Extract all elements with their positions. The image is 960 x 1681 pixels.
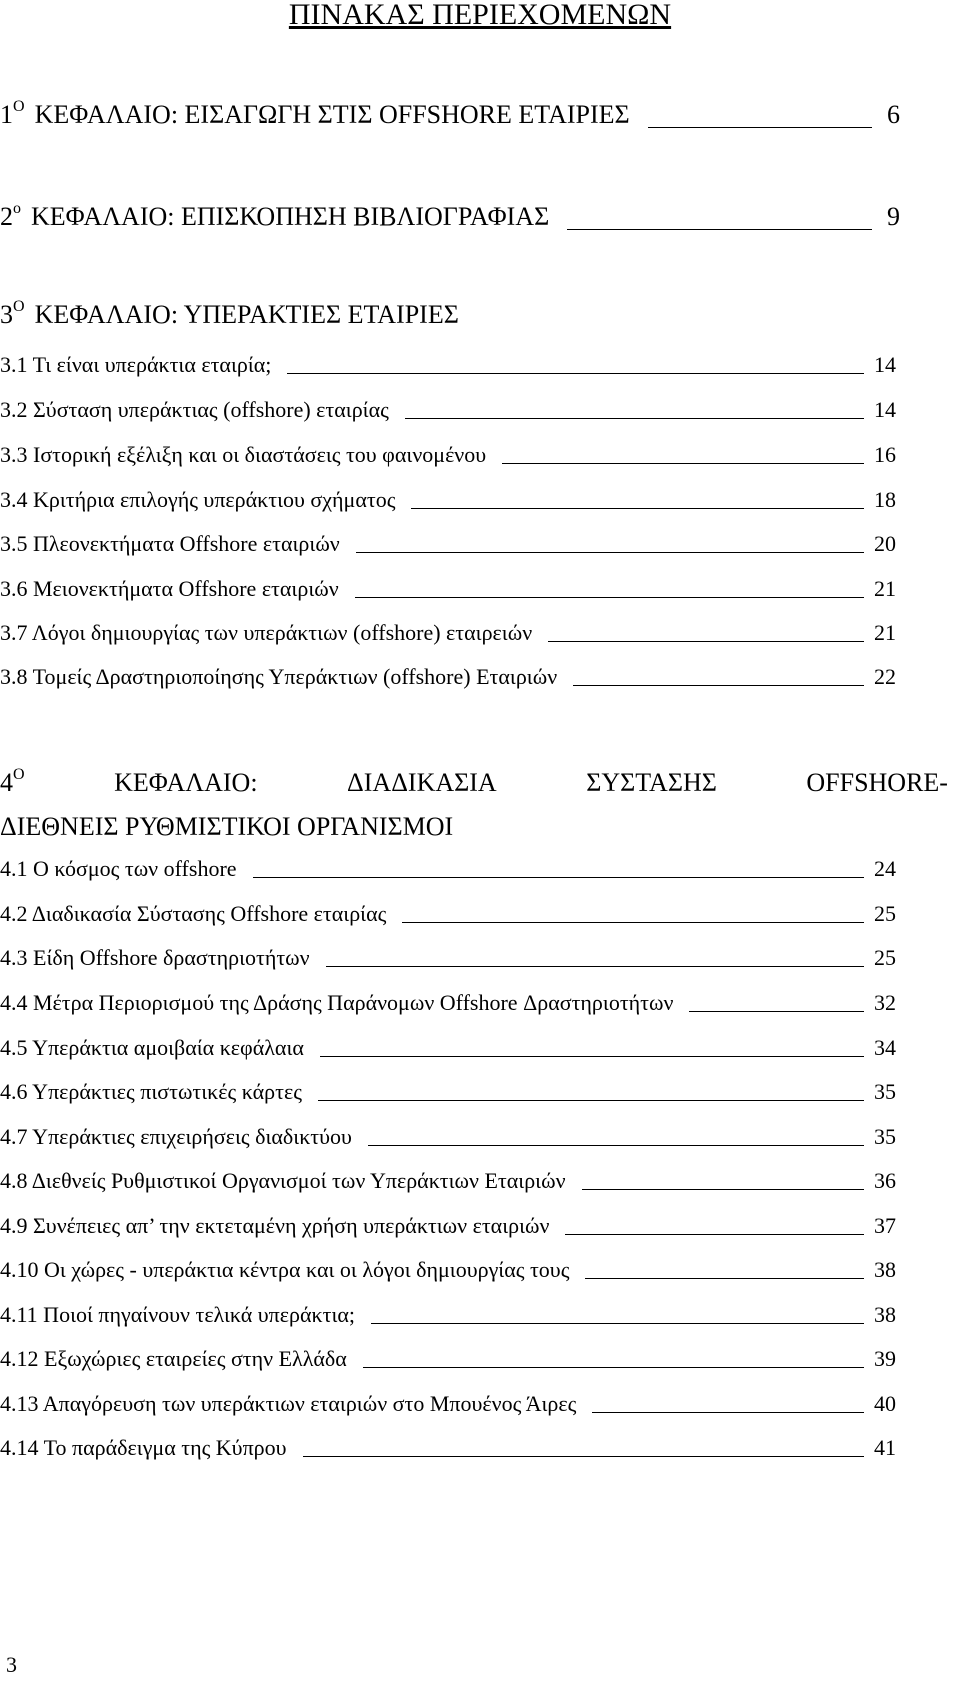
entry-title: 4.12 Εξωχώριες εταιρείες στην Ελλάδα: [0, 1346, 347, 1371]
toc-entry-4-7: [0, 1124, 896, 1150]
chapter-word: OFFSHORE-: [806, 768, 948, 797]
toc-title: ΠΙΝΑΚΑΣ ΠΕΡΙΕΧΟΜΕΝΩΝ: [288, 0, 672, 31]
chapter-title: ΚΕΦΑΛΑΙΟ: ΕΙΣΑΓΩΓΗ ΣΤΙΣ OFFSHORE ΕΤΑΙΡΙΕΣ: [34, 100, 630, 129]
toc-entry-4-3: [0, 945, 896, 971]
dot-leader: [582, 1189, 864, 1190]
chapter-ordinal: Ο: [13, 766, 25, 783]
entry-title: 4.10 Οι χώρες - υπεράκτια κέντρα και οι λόγοι δημιουργίας τους: [0, 1257, 570, 1282]
entry-title: 3.3 Ιστορική εξέλιξη και οι διαστάσεις του φαινομένου: [0, 442, 487, 467]
toc-entry-3-4: [0, 487, 896, 513]
toc-entry-4-13: [0, 1391, 896, 1417]
dot-leader: [326, 966, 864, 967]
toc-entry-3-3: [0, 442, 896, 468]
entry-page: 25: [874, 901, 896, 926]
chapter-number: 3: [0, 300, 13, 329]
toc-entry-4-11: [0, 1302, 896, 1328]
entry-page: 22: [874, 664, 896, 689]
dot-leader: [356, 552, 864, 553]
entry-page: 20: [874, 531, 896, 556]
entry-page: 18: [874, 487, 896, 512]
entry-page: 38: [874, 1257, 896, 1282]
entry-page: 21: [874, 576, 896, 601]
toc-entry-3-2: [0, 397, 896, 423]
entry-title: 4.13 Απαγόρευση των υπεράκτιων εταιριών στο Μπουένος Άιρες: [0, 1391, 577, 1416]
entry-page: 14: [874, 397, 896, 422]
entry-page: 41: [874, 1435, 896, 1460]
toc-entry-4-2: [0, 901, 896, 927]
dot-leader: [689, 1011, 864, 1012]
chapter-title: ΚΕΦΑΛΑΙΟ: ΕΠΙΣΚΟΠΗΣΗ ΒΙΒΛΙΟΓΡΑΦΙΑΣ: [31, 202, 550, 231]
entry-title: 4.1 Ο κόσμος των offshore: [0, 856, 237, 881]
toc-entry-4-9: [0, 1213, 896, 1239]
dot-leader: [573, 685, 864, 686]
dot-leader: [648, 126, 872, 128]
toc-entry-4-12: [0, 1346, 896, 1372]
dot-leader: [287, 373, 864, 374]
entry-page: 35: [874, 1079, 896, 1104]
entry-title: 4.3 Είδη Offshore δραστηριοτήτων: [0, 945, 310, 970]
dot-leader: [567, 228, 872, 230]
chapter-3-heading: [0, 300, 459, 334]
entry-page: 39: [874, 1346, 896, 1371]
dot-leader: [320, 1056, 864, 1057]
entry-page: 32: [874, 990, 896, 1015]
entry-page: 38: [874, 1302, 896, 1327]
chapter-page: 6: [887, 100, 900, 129]
entry-page: 36: [874, 1168, 896, 1193]
entry-title: 4.9 Συνέπειες απ’ την εκτεταμένη χρήση υπεράκτιων εταιριών: [0, 1213, 550, 1238]
chapter-4-heading: [0, 768, 960, 842]
toc-entry-3-5: [0, 531, 896, 557]
chapter-number-group: [0, 768, 25, 802]
chapter-ordinal: ο: [13, 200, 21, 217]
entry-title: 4.4 Μέτρα Περιορισμού της Δράσης Παράνομων Offshore Δραστηριοτήτων: [0, 990, 674, 1015]
dot-leader: [548, 641, 864, 642]
chapter-ordinal: Ο: [13, 298, 25, 315]
entry-page: 40: [874, 1391, 896, 1416]
entry-title: 3.5 Πλεονεκτήματα Offshore εταιριών: [0, 531, 340, 556]
dot-leader: [371, 1323, 864, 1324]
entry-title: 4.2 Διαδικασία Σύστασης Offshore εταιρίας: [0, 901, 387, 926]
dot-leader: [411, 508, 864, 509]
entry-title: 3.4 Κριτήρια επιλογής υπεράκτιου σχήματος: [0, 487, 396, 512]
entry-page: 34: [874, 1035, 896, 1060]
entry-title: 4.6 Υπεράκτιες πιστωτικές κάρτες: [0, 1079, 302, 1104]
dot-leader: [405, 418, 864, 419]
toc-entry-4-1: [0, 856, 896, 882]
entry-page: 37: [874, 1213, 896, 1238]
chapter-4-heading-line-2: ΔΙΕΘΝΕΙΣ ΡΥΘΜΙΣΤΙΚΟΙ ΟΡΓΑΝΙΣΜΟΙ: [0, 812, 454, 841]
entry-title: 3.7 Λόγοι δημιουργίας των υπεράκτιων (offshore) εταιρειών: [0, 620, 533, 645]
dot-leader: [253, 877, 864, 878]
dot-leader: [368, 1145, 864, 1146]
toc-entry-4-14: [0, 1435, 896, 1461]
toc-entry-4-10: [0, 1257, 896, 1283]
entry-title: 4.5 Υπεράκτια αμοιβαία κεφάλαια: [0, 1035, 304, 1060]
entry-title: 3.1 Τι είναι υπεράκτια εταιρία;: [0, 352, 272, 377]
dot-leader: [565, 1234, 864, 1235]
dot-leader: [363, 1367, 864, 1368]
chapter-word: ΚΕΦΑΛΑΙΟ:: [114, 768, 258, 797]
toc-entry-3-8: [0, 664, 896, 690]
toc-entry-4-4: [0, 990, 896, 1016]
entry-title: 3.2 Σύσταση υπεράκτιας (offshore) εταιρίας: [0, 397, 389, 422]
toc-entry-4-8: [0, 1168, 896, 1194]
toc-entry-3-6: [0, 576, 896, 602]
entry-title: 4.7 Υπεράκτιες επιχειρήσεις διαδικτύου: [0, 1124, 352, 1149]
chapter-number: 1: [0, 100, 13, 129]
chapter-page: 9: [887, 202, 900, 231]
chapter-number: 4: [0, 768, 13, 797]
chapter-word: ΔΙΑΔΙΚΑΣΙΑ: [347, 768, 497, 797]
entry-title: 4.14 Το παράδειγμα της Κύπρου: [0, 1435, 287, 1460]
dot-leader: [303, 1456, 864, 1457]
dot-leader: [592, 1412, 864, 1413]
dot-leader: [402, 922, 864, 923]
dot-leader: [355, 597, 864, 598]
page-number: 3: [6, 1652, 17, 1677]
entry-page: 24: [874, 856, 896, 881]
entry-page: 25: [874, 945, 896, 970]
toc-entry-3-7: [0, 620, 896, 646]
chapter-2-heading: [0, 202, 900, 236]
dot-leader: [585, 1278, 864, 1279]
chapter-1-heading: [0, 100, 900, 134]
dot-leader: [318, 1100, 864, 1101]
toc-entry-4-6: [0, 1079, 896, 1105]
entry-title: 4.8 Διεθνείς Ρυθμιστικοί Οργανισμοί των Υπεράκτιων Εταιριών: [0, 1168, 566, 1193]
chapter-word: ΣΥΣΤΑΣΗΣ: [586, 768, 717, 797]
dot-leader: [502, 463, 864, 464]
chapter-title: ΚΕΦΑΛΑΙΟ: ΥΠΕΡΑΚΤΙΕΣ ΕΤΑΙΡΙΕΣ: [34, 300, 459, 329]
entry-title: 4.11 Ποιοί πηγαίνουν τελικά υπεράκτια;: [0, 1302, 356, 1327]
entry-title: 3.8 Τομείς Δραστηριοποίησης Υπεράκτιων (offshore) Εταιριών: [0, 664, 558, 689]
entry-page: 21: [874, 620, 896, 645]
entry-page: 35: [874, 1124, 896, 1149]
entry-page: 14: [874, 352, 896, 377]
toc-entry-3-1: [0, 352, 896, 378]
entry-title: 3.6 Μειονεκτήματα Offshore εταιριών: [0, 576, 339, 601]
entry-page: 16: [874, 442, 896, 467]
chapter-number: 2: [0, 202, 13, 231]
chapter-4-heading-line-1: [0, 768, 948, 802]
chapter-ordinal: Ο: [13, 98, 25, 115]
toc-entry-4-5: [0, 1035, 896, 1061]
